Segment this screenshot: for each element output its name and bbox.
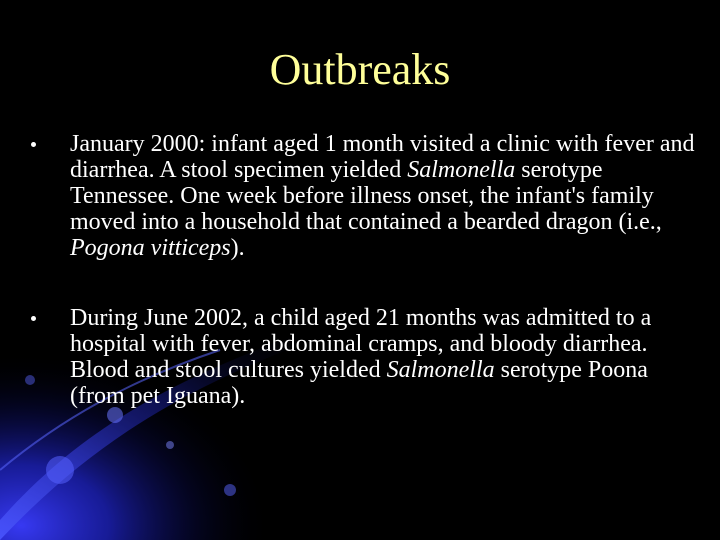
bullet-dot-icon: [31, 316, 36, 321]
bullet-text: [70, 131, 695, 261]
bullet-text-segment: serotype Tennessee. One week before illness onset, the infant's family moved into a household that contained a bearded dragon (i.e.,: [70, 157, 662, 235]
bullet-text-italic: Salmonella: [386, 357, 495, 383]
bullet-text: [70, 305, 651, 409]
bullet-item-2: [22, 305, 702, 409]
bullet-text-italic: Salmonella: [407, 157, 516, 183]
bullet-text-italic: Pogona vitticeps: [70, 235, 231, 261]
bullet-item-1: [22, 131, 702, 261]
bullet-dot-icon: [31, 142, 36, 147]
bullet-text-segment: During June 2002, a child aged 21 months was admitted to a hospital with fever, abdominal cramps, and bloody diarrhea. Blood and stool cultures yielded: [70, 305, 652, 383]
slide-title: Outbreaks: [269, 45, 451, 94]
bullet-text-segment: ).: [230, 235, 245, 261]
orb: [46, 456, 74, 484]
orb: [107, 407, 123, 423]
bullet-text-segment: serotype Poona (from pet Iguana).: [70, 357, 648, 409]
bullet-list: [22, 131, 702, 409]
orb: [224, 484, 236, 496]
bullet-text-segment: January 2000: infant aged 1 month visited a clinic with fever and diarrhea. A stool specimen yielded: [70, 131, 695, 183]
orb: [166, 441, 174, 449]
